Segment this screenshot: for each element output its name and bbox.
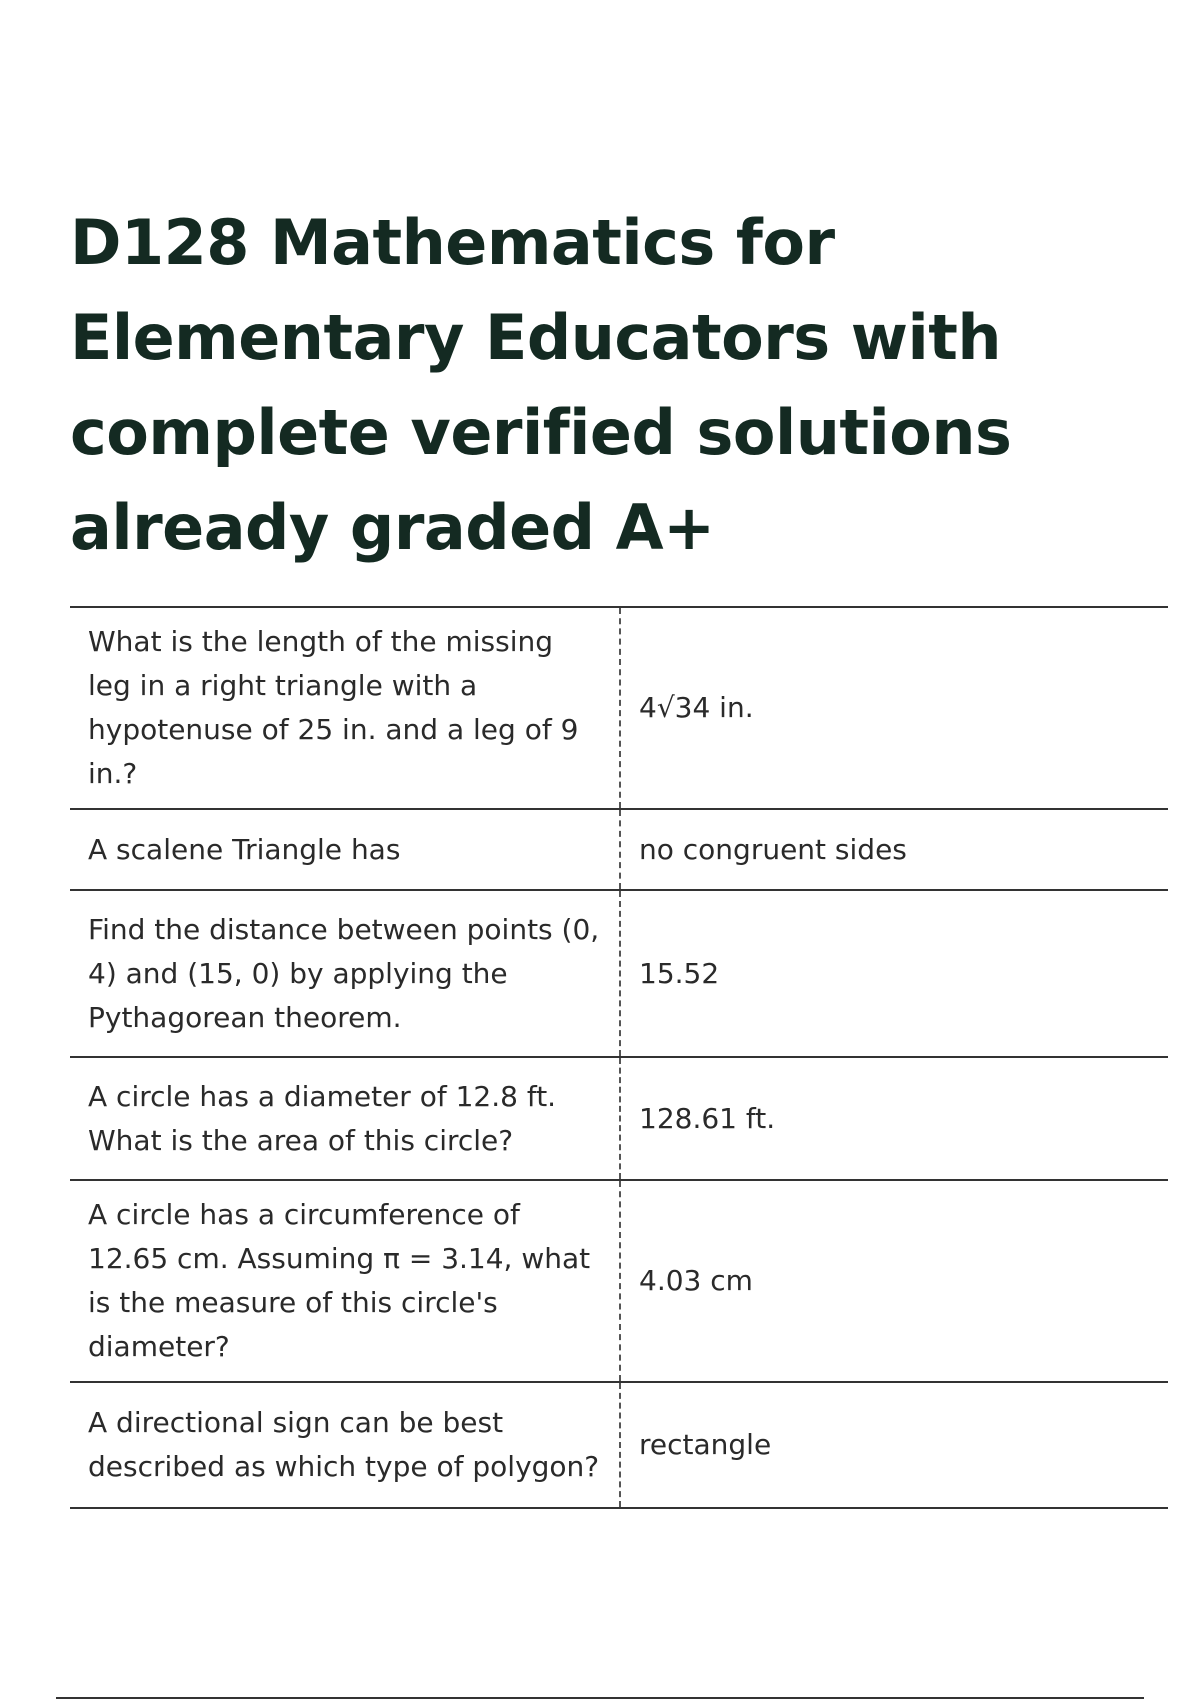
question-cell: What is the length of the missing leg in a right triangle with a hypotenuse of 25 in. and a leg of 9 in.?: [70, 607, 620, 809]
answer-cell: 4.03 cm: [639, 1264, 753, 1297]
question-cell: A circle has a diameter of 12.8 ft. What is the area of this circle?: [70, 1057, 620, 1180]
title-line: Elementary Educators with: [70, 301, 1002, 374]
answer-cell: 15.52: [639, 956, 720, 990]
question-cell: A scalene Triangle has: [70, 809, 620, 890]
answer-cell: 128.61 ft.: [639, 1101, 776, 1135]
table-row: [70, 607, 1168, 809]
table-row: [70, 809, 1168, 890]
table-row: [70, 890, 1168, 1057]
question-cell: Find the distance between points (0, 4) and (15, 0) by applying the Pythagorean theorem.: [70, 890, 620, 1057]
table-row: [70, 1382, 1168, 1508]
title-line: complete verified solutions: [70, 396, 1012, 469]
answer-cell: no congruent sides: [639, 832, 907, 866]
qa-table: [70, 606, 1168, 1509]
page-footer-rule: [56, 1697, 1144, 1699]
question-cell: A circle has a circumference of 12.65 cm. Assuming π = 3.14, what is the measure of this circle's diameter?: [70, 1180, 620, 1382]
answer-cell: rectangle: [639, 1428, 772, 1461]
page-title: [70, 195, 1130, 575]
question-cell: A directional sign can be best described as which type of polygon?: [70, 1382, 620, 1508]
table-row: [70, 1057, 1168, 1180]
title-line: already graded A+: [70, 491, 715, 564]
answer-cell: 4√34 in.: [639, 691, 754, 724]
title-line: D128 Mathematics for: [70, 206, 835, 279]
table-row: [70, 1180, 1168, 1382]
